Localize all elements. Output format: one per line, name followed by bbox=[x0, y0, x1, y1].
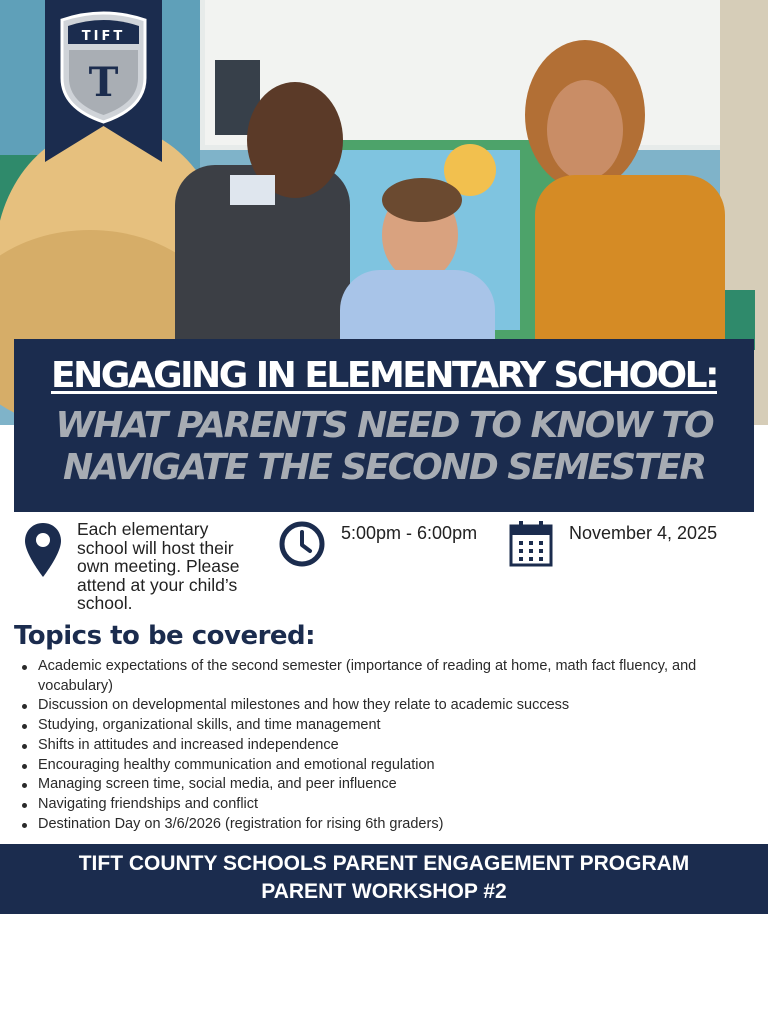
event-time: 5:00pm - 6:00pm bbox=[341, 523, 478, 543]
school-logo bbox=[45, 0, 162, 162]
list-item: Discussion on developmental milestones and how they relate to academic success bbox=[18, 696, 753, 716]
event-info bbox=[0, 520, 768, 615]
calendar-icon bbox=[508, 520, 554, 568]
topics-list bbox=[18, 657, 753, 834]
page-subtitle bbox=[14, 405, 754, 489]
list-item: Academic expectations of the second semester (importance of reading at home, math fact fluency, and vocabulary) bbox=[18, 657, 753, 696]
clock-icon bbox=[278, 520, 326, 568]
location-line: own meeting. Please bbox=[77, 556, 240, 576]
topics-heading: Topics to be covered: bbox=[14, 621, 316, 651]
event-date: November 4, 2025 bbox=[569, 523, 718, 543]
map-pin-icon bbox=[24, 522, 62, 578]
location-line: school. bbox=[77, 593, 133, 613]
list-item: Managing screen time, social media, and peer influence bbox=[18, 775, 753, 795]
footer-workshop: PARENT WORKSHOP #2 bbox=[261, 880, 507, 903]
location-text bbox=[77, 520, 277, 613]
logo-letter: T bbox=[88, 59, 119, 106]
list-item: Encouraging healthy communication and emotional regulation bbox=[18, 756, 753, 776]
subtitle-line-2: NAVIGATE THE SECOND SEMESTER bbox=[62, 447, 706, 488]
list-item: Destination Day on 3/6/2026 (registration for rising 6th graders) bbox=[18, 815, 753, 835]
logo-text: TIFT bbox=[81, 29, 126, 44]
location-line: attend at your child’s bbox=[77, 574, 238, 595]
subtitle-line-1: WHAT PARENTS NEED TO KNOW TO bbox=[55, 405, 713, 446]
location-line: school will host their bbox=[77, 537, 234, 558]
footer-program: TIFT COUNTY SCHOOLS PARENT ENGAGEMENT PROGRAM bbox=[78, 852, 690, 875]
title-box bbox=[14, 339, 754, 512]
list-item: Studying, organizational skills, and time management bbox=[18, 716, 753, 736]
footer-banner bbox=[0, 844, 768, 914]
page-title: ENGAGING IN ELEMENTARY SCHOOL: bbox=[50, 355, 717, 396]
list-item: Navigating friendships and conflict bbox=[18, 795, 753, 815]
list-item: Shifts in attitudes and increased independence bbox=[18, 736, 753, 756]
location-line: Each elementary bbox=[77, 519, 209, 539]
